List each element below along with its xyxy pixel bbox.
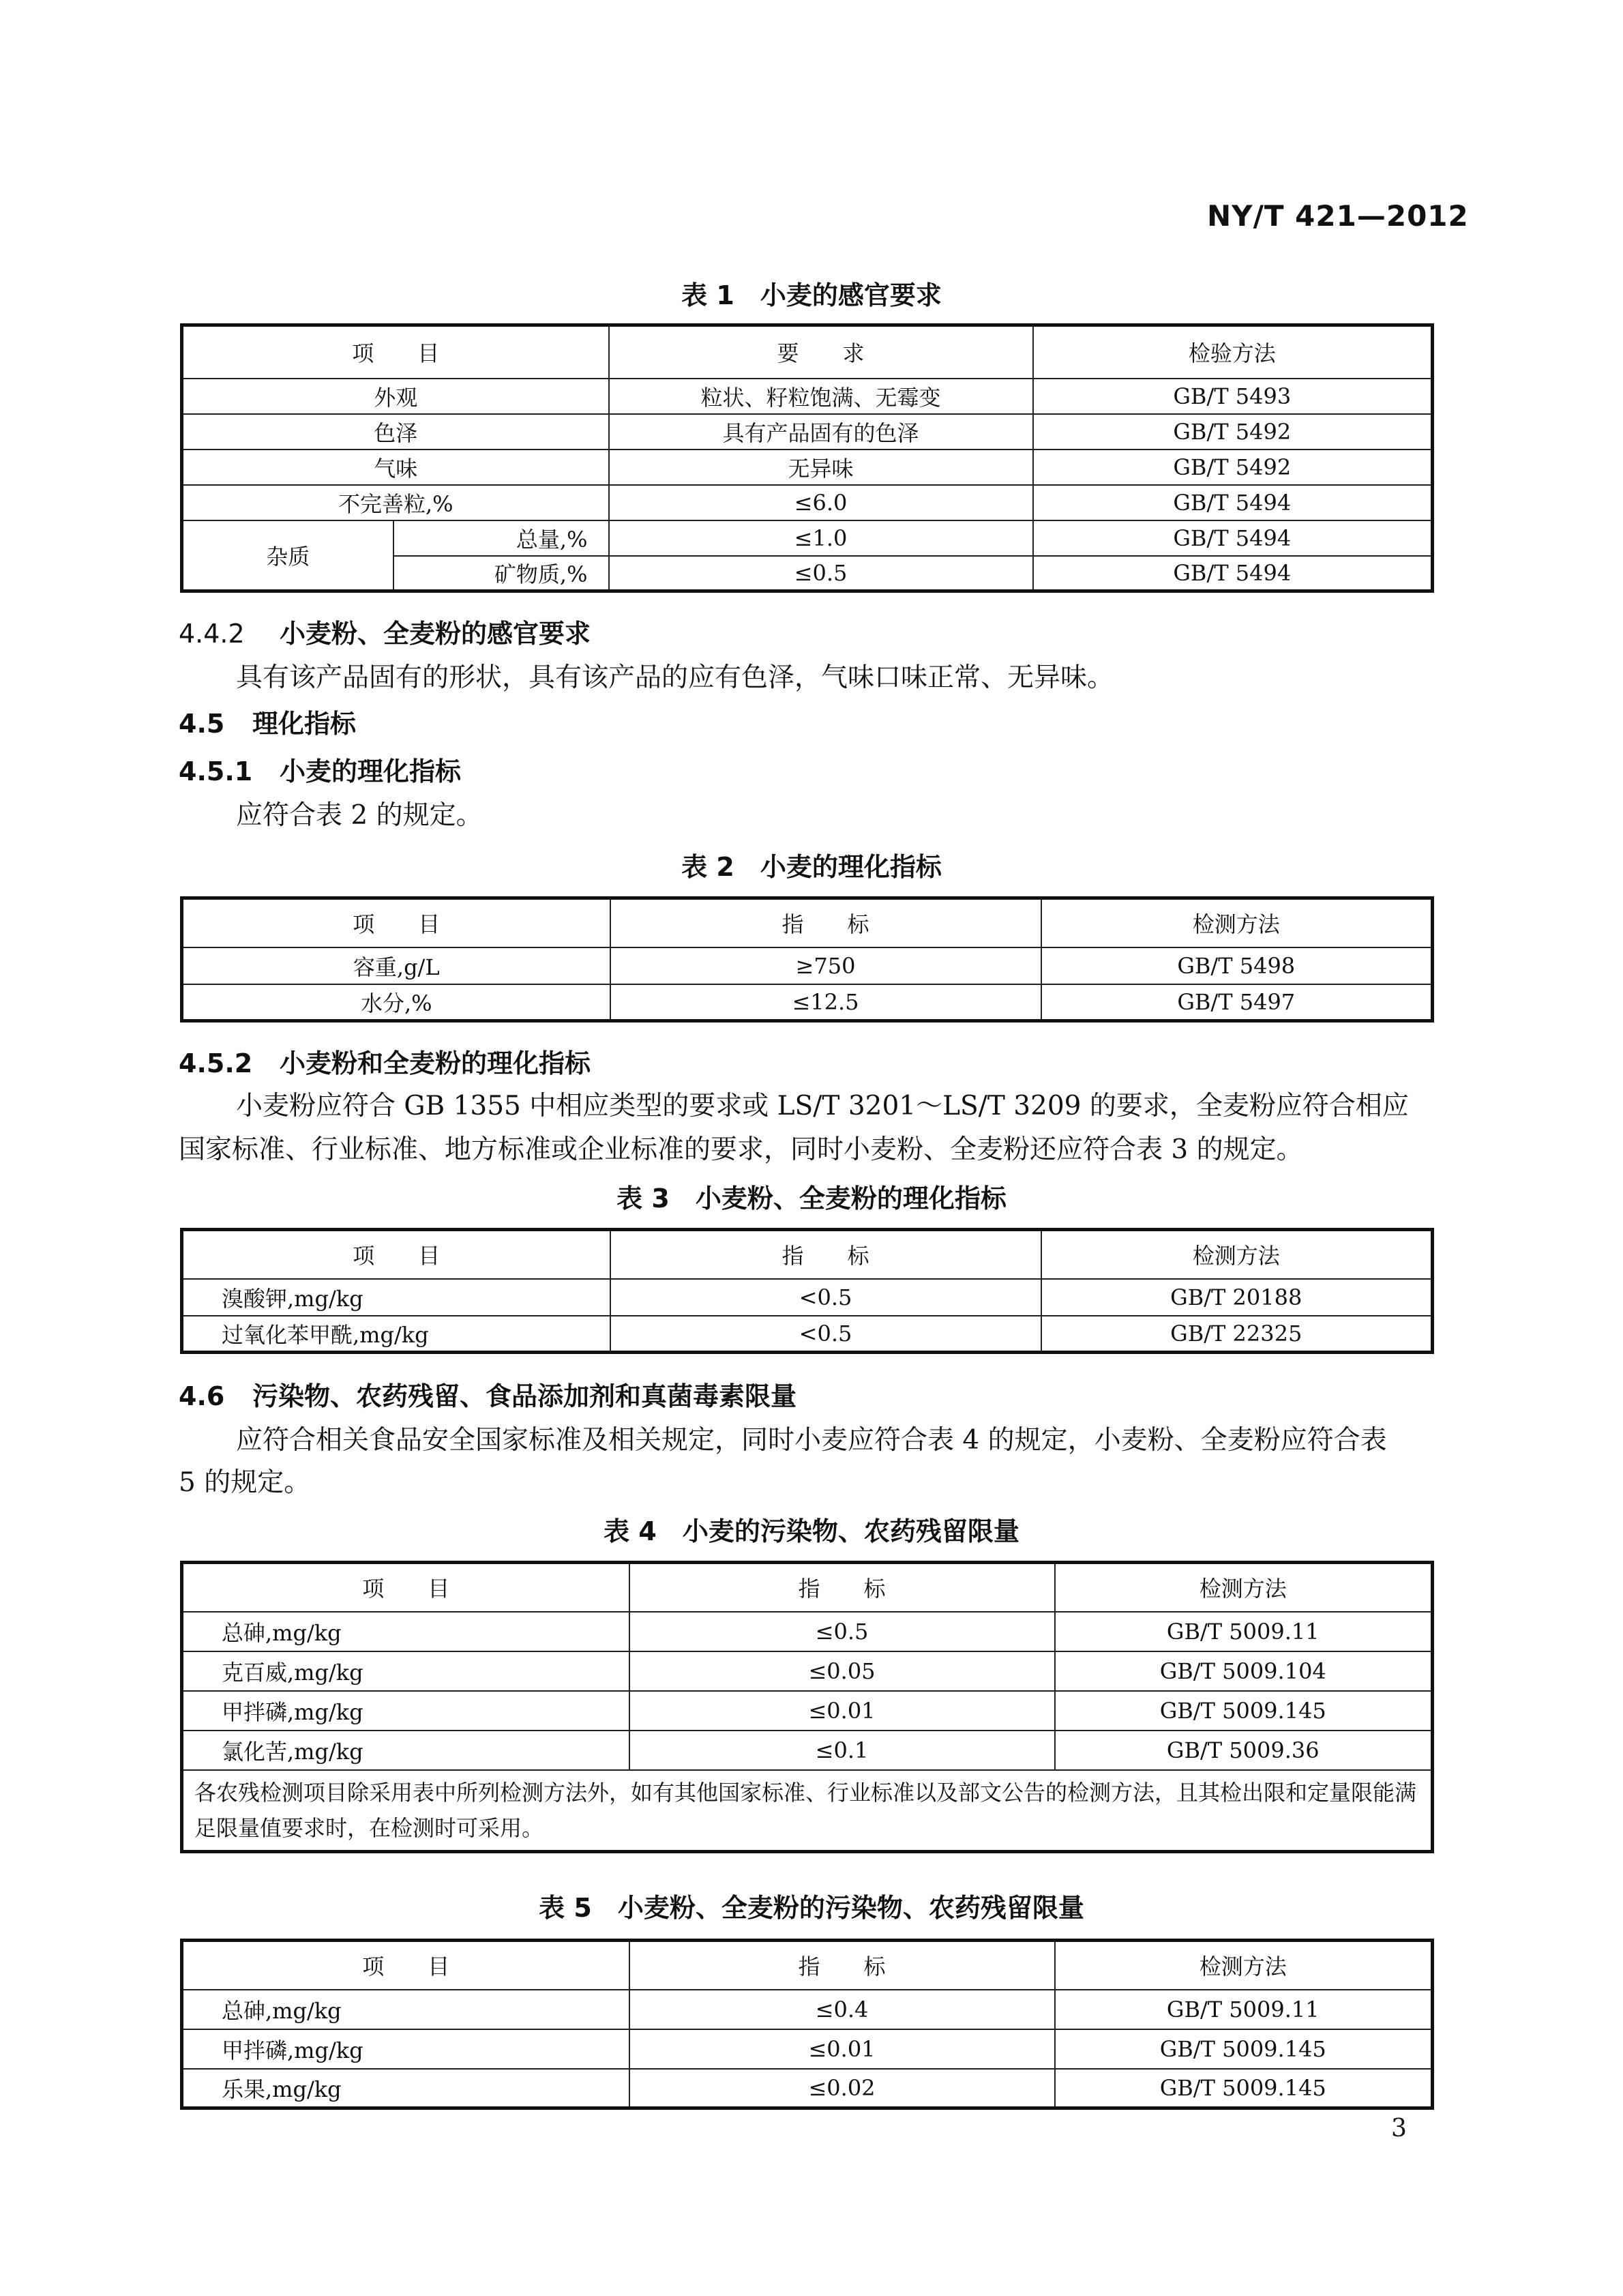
value-cell: ≤0.01 — [629, 2029, 1055, 2069]
item-cell: 过氧化苯甲酰,mg/kg — [182, 1316, 610, 1353]
value-cell: ≤0.1 — [629, 1731, 1055, 1770]
table-row — [182, 1316, 1433, 1353]
value-cell: ≤12.5 — [610, 984, 1041, 1021]
value-cell: ≤0.5 — [629, 1612, 1055, 1651]
item-cell: 气味 — [182, 450, 609, 485]
item-cell: 外观 — [182, 379, 609, 414]
value-cell: ≥750 — [610, 947, 1041, 984]
method-cell: GB/T 5494 — [1033, 485, 1433, 520]
table-row — [182, 947, 1433, 984]
header-cell: 项 目 — [182, 1941, 629, 1990]
paragraph: 小麦粉应符合 GB 1355 中相应类型的要求或 LS/T 3201～LS/T 3209 的要求，全麦粉应符合相应 — [236, 1091, 1409, 1121]
item-cell: 克百威,mg/kg — [182, 1651, 629, 1691]
method-cell: GB/T 5009.145 — [1055, 2069, 1433, 2108]
paragraph: 应符合相关食品安全国家标准及相关规定，同时小麦应符合表 4 的规定，小麦粉、全麦粉应符合表 — [236, 1425, 1387, 1456]
item-cell: 容重,g/L — [182, 947, 610, 984]
paragraph: 具有该产品固有的形状，具有该产品的应有色泽，气味口味正常、无异味。 — [236, 662, 1114, 693]
table-row — [182, 1651, 1433, 1691]
table-row — [182, 1990, 1433, 2029]
section-heading-4-5-2 — [179, 1042, 591, 1080]
table4 — [180, 1561, 1434, 1853]
table3 — [180, 1228, 1434, 1354]
table-row — [182, 520, 1433, 556]
header-cell: 指 标 — [610, 898, 1041, 947]
value-cell: <0.5 — [610, 1316, 1041, 1353]
method-cell: GB/T 5494 — [1033, 556, 1433, 591]
method-cell: GB/T 5493 — [1033, 379, 1433, 414]
method-cell: GB/T 5009.145 — [1055, 2029, 1433, 2069]
header-cell: 要 求 — [609, 325, 1033, 379]
requirement-cell: 无异味 — [609, 450, 1033, 485]
section-title: 小麦粉、全麦粉的感官要求 — [280, 619, 591, 649]
section-number: 4.5.2 — [179, 1048, 253, 1078]
table5 — [180, 1939, 1434, 2110]
table-row — [182, 1731, 1433, 1770]
table1 — [180, 323, 1434, 593]
value-cell: ≤0.05 — [629, 1651, 1055, 1691]
table-note: 各农残检测项目除采用表中所列检测方法外，如有其他国家标准、行业标准以及部文公告的检测方法，且其检出限和定量限能满足限量值要求时，在检测时可采用。 — [182, 1770, 1433, 1852]
paragraph: 5 的规定。 — [179, 1467, 311, 1498]
table3-caption: 表 3 小麦粉、全麦粉的理化指标 — [616, 1183, 1007, 1213]
method-cell: GB/T 20188 — [1041, 1279, 1433, 1316]
paragraph: 国家标准、行业标准、地方标准或企业标准的要求，同时小麦粉、全麦粉还应符合表 3 的规定。 — [179, 1134, 1303, 1165]
item-cell: 甲拌磷,mg/kg — [182, 1691, 629, 1731]
item-cell: 乐果,mg/kg — [182, 2069, 629, 2108]
table-header-row — [182, 1230, 1433, 1279]
item-cell: 水分,% — [182, 984, 610, 1021]
method-cell: GB/T 22325 — [1041, 1316, 1433, 1353]
method-cell: GB/T 5009.145 — [1055, 1691, 1433, 1731]
table-row — [182, 1279, 1433, 1316]
sub-item-cell: 矿物质,% — [393, 556, 609, 591]
header-cell: 指 标 — [629, 1941, 1055, 1990]
value-cell: ≤0.02 — [629, 2069, 1055, 2108]
header-cell: 检测方法 — [1041, 898, 1433, 947]
method-cell: GB/T 5498 — [1041, 947, 1433, 984]
method-cell: GB/T 5494 — [1033, 520, 1433, 556]
header-cell: 项 目 — [182, 1563, 629, 1612]
table2 — [180, 896, 1434, 1022]
table5-caption: 表 5 小麦粉、全麦粉的污染物、农药残留限量 — [539, 1893, 1084, 1923]
item-cell: 溴酸钾,mg/kg — [182, 1279, 610, 1316]
table-header-row — [182, 898, 1433, 947]
item-cell: 甲拌磷,mg/kg — [182, 2029, 629, 2069]
table2-caption: 表 2 小麦的理化指标 — [681, 852, 942, 882]
section-title: 小麦的理化指标 — [280, 756, 462, 786]
table-row — [182, 984, 1433, 1021]
table-row — [182, 450, 1433, 485]
item-cell: 色泽 — [182, 414, 609, 450]
value-cell: ≤0.4 — [629, 1990, 1055, 2029]
table-row — [182, 2069, 1433, 2108]
requirement-cell: 粒状、籽粒饱满、无霉变 — [609, 379, 1033, 414]
header-cell: 项 目 — [182, 325, 609, 379]
sub-item-cell: 总量,% — [393, 520, 609, 556]
section-number: 4.5.1 — [179, 756, 253, 786]
header-cell: 检测方法 — [1055, 1941, 1433, 1990]
table-row — [182, 485, 1433, 520]
method-cell: GB/T 5492 — [1033, 414, 1433, 450]
requirement-cell: ≤1.0 — [609, 520, 1033, 556]
section-heading-4-4-2 — [179, 613, 591, 650]
section-heading-4-6 — [179, 1375, 796, 1413]
table-header-row — [182, 325, 1433, 379]
item-cell: 不完善粒,% — [182, 485, 609, 520]
section-heading-4-5 — [179, 703, 356, 740]
method-cell: GB/T 5009.11 — [1055, 1990, 1433, 2029]
value-cell: ≤0.01 — [629, 1691, 1055, 1731]
method-cell: GB/T 5492 — [1033, 450, 1433, 485]
standard-code: NY/T 421—2012 — [1207, 199, 1469, 233]
section-number: 4.5 — [179, 709, 225, 739]
table-row — [182, 1691, 1433, 1731]
header-cell: 项 目 — [182, 898, 610, 947]
item-cell: 总砷,mg/kg — [182, 1612, 629, 1651]
header-cell: 检测方法 — [1041, 1230, 1433, 1279]
section-title: 理化指标 — [252, 709, 357, 739]
value-cell: <0.5 — [610, 1279, 1041, 1316]
header-cell: 指 标 — [629, 1563, 1055, 1612]
method-cell: GB/T 5009.11 — [1055, 1612, 1433, 1651]
section-title: 小麦粉和全麦粉的理化指标 — [280, 1048, 591, 1078]
method-cell: GB/T 5009.104 — [1055, 1651, 1433, 1691]
table-row — [182, 2029, 1433, 2069]
table-header-row — [182, 1563, 1433, 1612]
section-number: 4.6 — [179, 1381, 225, 1411]
item-cell: 总砷,mg/kg — [182, 1990, 629, 2029]
page-number: 3 — [1391, 2115, 1407, 2143]
table1-caption: 表 1 小麦的感官要求 — [681, 280, 942, 310]
header-cell: 检验方法 — [1033, 325, 1433, 379]
paragraph: 应符合表 2 的规定。 — [236, 800, 483, 831]
header-cell: 项 目 — [182, 1230, 610, 1279]
table-row — [182, 379, 1433, 414]
table-note-row — [182, 1770, 1433, 1852]
header-cell: 指 标 — [610, 1230, 1041, 1279]
header-cell: 检测方法 — [1055, 1563, 1433, 1612]
table-row — [182, 1612, 1433, 1651]
section-number: 4.4.2 — [179, 619, 245, 649]
requirement-cell: 具有产品固有的色泽 — [609, 414, 1033, 450]
table-header-row — [182, 1941, 1433, 1990]
section-title: 污染物、农药残留、食品添加剂和真菌毒素限量 — [252, 1381, 797, 1411]
table4-caption: 表 4 小麦的污染物、农药残留限量 — [604, 1516, 1019, 1546]
table-row — [182, 414, 1433, 450]
method-cell: GB/T 5497 — [1041, 984, 1433, 1021]
requirement-cell: ≤0.5 — [609, 556, 1033, 591]
section-heading-4-5-1 — [179, 750, 461, 788]
requirement-cell: ≤6.0 — [609, 485, 1033, 520]
method-cell: GB/T 5009.36 — [1055, 1731, 1433, 1770]
item-cell: 氯化苦,mg/kg — [182, 1731, 629, 1770]
impurity-label-cell: 杂质 — [182, 520, 393, 591]
